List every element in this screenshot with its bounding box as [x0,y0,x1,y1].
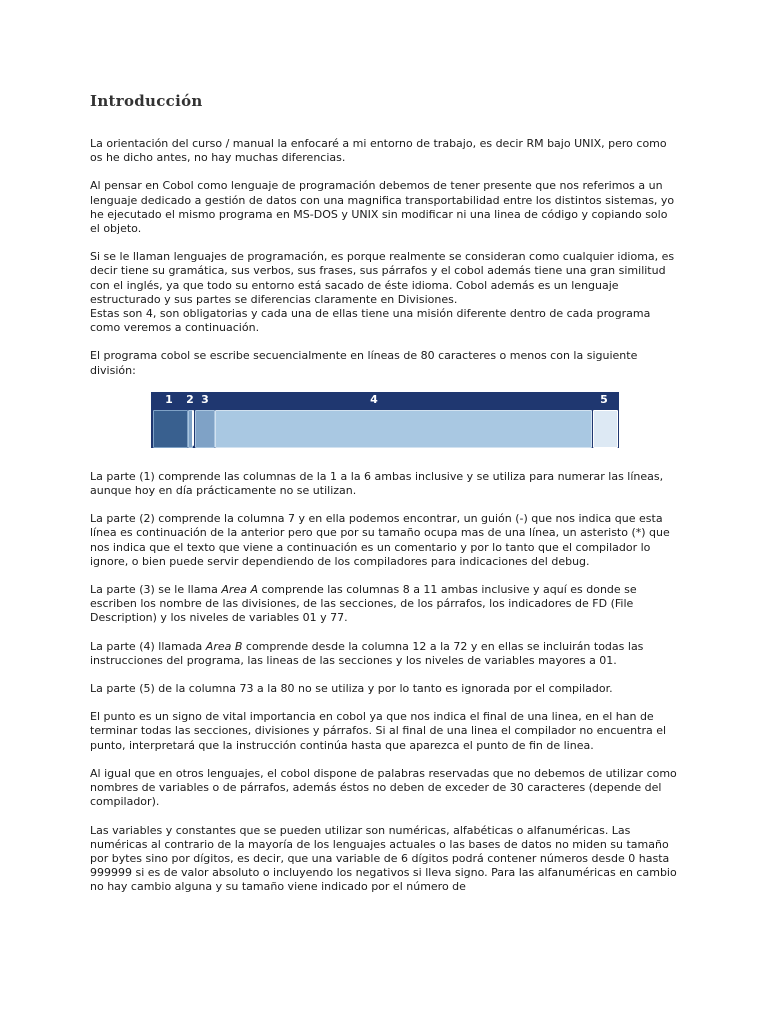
paragraph-8-after: comprende las columnas 8 a 11 ambas inclusive y aquí es donde se escriben los nombre de las divisiones, de las secciones, de los párrafos, los indicadores de FD (File Description) y los niveles de variables 01 y 77. [90,583,637,625]
diagram-label-3: 3 [201,392,209,406]
diagram-label-4: 4 [370,392,378,406]
cobol-columns-diagram [151,392,619,448]
paragraph-12: Al igual que en otros lenguajes, el cobol dispone de palabras reservadas que no debemos de utilizar como nombres de variables o de párrafos, además éstos no deben de exceder de 30 caracteres (depende del compilador). [90,766,677,809]
paragraph-6: La parte (1) comprende las columnas de la 1 a la 6 ambas inclusive y se utiliza para numerar las líneas, aunque hoy en día prácticamente no se utilizan. [90,469,664,498]
section-title: Introducción [90,92,203,110]
diagram-label-2: 2 [186,392,194,406]
paragraph-3: Si se le llaman lenguajes de programación, es porque realmente se consideran como cualquier idioma, es decir tiene su gramática, sus verbos, sus frases, sus párrafos y el cobol además tiene una gran similitud con el inglés, ya que todo su entorno está sacado de éste idioma. Cobol además es un lenguaje estructurado y sus partes se diferencias claramente en Divisiones. [90,250,675,306]
diagram-label-5: 5 [600,392,608,406]
paragraph-5: El programa cobol se escribe secuencialmente en líneas de 80 caracteres o menos con la siguiente división: [90,349,638,377]
paragraph-1: La orientación del curso / manual la enfocaré a mi entorno de trabajo, es decir RM bajo UNIX, pero como os he dicho antes, no hay muchas diferencias. [90,137,667,165]
paragraph-9-before: La parte (4) llamada [90,639,206,653]
diagram-segment-1 [153,410,188,448]
diagram-header [151,392,619,408]
paragraph-4: Estas son 4, son obligatorias y cada una de ellas tiene una misión diferente dentro de cada programa como veremos a continuación. [90,307,651,335]
diagram-segment-4 [215,410,592,448]
paragraph-10: La parte (5) de la columna 73 a la 80 no se utiliza y por lo tanto es ignorada por el compilador. [90,682,613,696]
document-content [90,92,680,909]
paragraph-11: El punto es un signo de vital importancia en cobol ya que nos indica el final de una linea, en el han de terminar todas las secciones, divisiones y párrafos. Si al final de una linea el compilador no encuentra el punto, interpretará que la instrucción continúa hasta que aparezca el punto de fin de linea. [90,710,667,752]
area-b-term: Area B [205,639,243,653]
paragraph-9-after: comprende desde la columna 12 a la 72 y en ellas se incluirán todas las instrucciones del programa, las lineas de las secciones y los niveles de variables mayores a 01. [90,639,644,667]
paragraph-9 [90,640,680,668]
paragraph-7: La parte (2) comprende la columna 7 y en ella podemos encontrar, un guión (-) que nos indica que esta línea es continuación de la anterior pero que por su tamaño ocupa mas de una línea, un asteristo (*) que nos indica que el texto que viene a continuación es un comentario y por lo tanto que el compilador lo ignore, o bien puede servir dependiendo de los compiladores para indicaciones del debug. [90,512,670,568]
paragraph-8 [90,583,680,626]
paragraph-2: Al pensar en Cobol como lenguaje de programación debemos de tener presente que nos referimos a un lenguaje dedicado a gestión de datos con una magnifica transportabilidad entre los distintos sistemas, yo he ejecutado el mismo programa en MS-DOS y UNIX sin modificar ni una linea de código y copiando solo el objeto. [90,179,675,236]
paragraph-8-before: La parte (3) se le llama [90,583,222,597]
diagram-segment-divider [192,410,194,446]
diagram-segment-3 [195,410,215,448]
diagram-label-1: 1 [165,392,173,406]
paragraph-13: Las variables y constantes que se pueden utilizar son numéricas, alfabéticas o alfanuméricas. Las numéricas al contrario de la mayoría de los lenguajes actuales o las bases de datos no miden su tamaño por bytes sino por dígitos, es decir, que una variable de 6 dígitos podrá contener números desde 0 hasta 999999 si es de valor absoluto o incluyendo los negativos si lleva signo. Para las alfanuméricas en cambio no hay cambio alguna y su tamaño viene indicado por el número de [90,823,677,894]
diagram-segment-5 [593,410,618,448]
area-a-term: Area A [221,583,258,597]
